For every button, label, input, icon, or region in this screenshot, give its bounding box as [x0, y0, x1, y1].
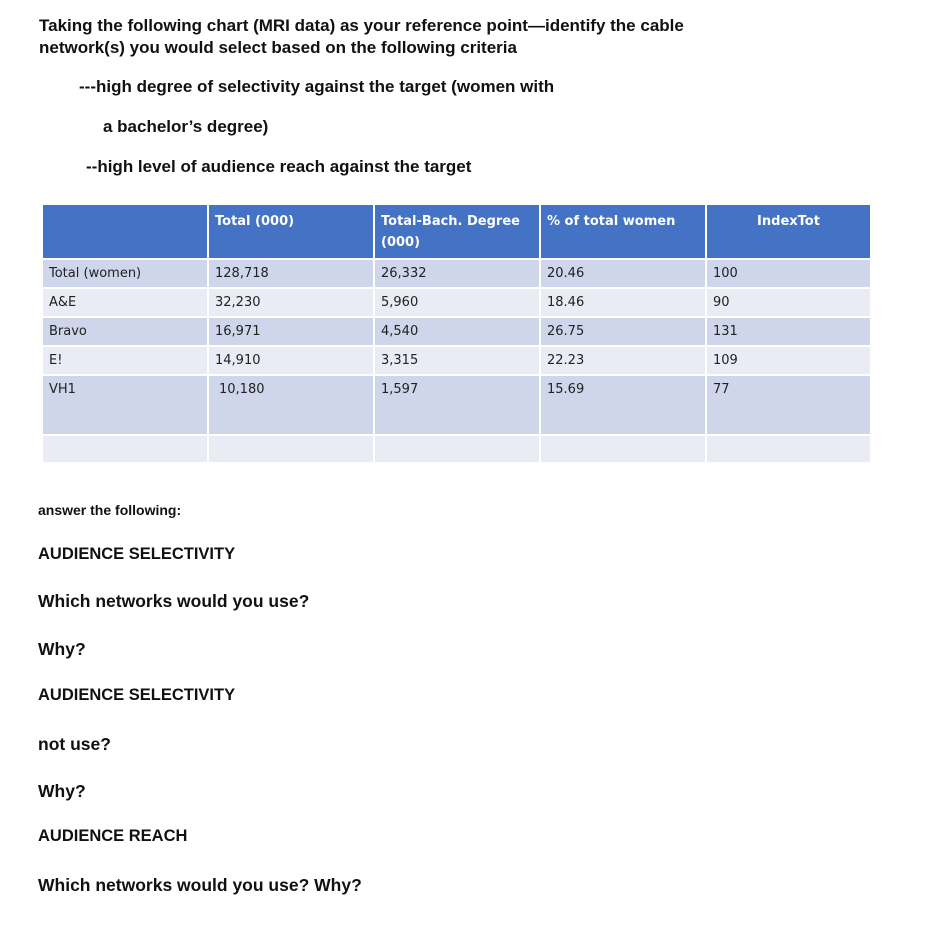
- section-selectivity-notuse-question: not use?: [38, 734, 111, 754]
- table-row: [42, 259, 871, 288]
- table-row-empty: [42, 435, 871, 463]
- section-reach-question: Which networks would you use? Why?: [38, 875, 362, 895]
- cell-bach: 4,540: [374, 317, 540, 346]
- header-bach-degree: Total-Bach. Degree (000): [374, 204, 540, 259]
- section-selectivity-notuse-why: Why?: [38, 781, 86, 801]
- cell-bach: 1,597: [374, 375, 540, 435]
- answer-intro: answer the following:: [38, 502, 182, 518]
- cell-network: Total (women): [42, 259, 208, 288]
- cell-index: 109: [706, 346, 871, 375]
- empty-cell: [208, 435, 374, 463]
- cell-network: Bravo: [42, 317, 208, 346]
- mri-data-table: [41, 203, 872, 464]
- section-reach-title: AUDIENCE REACH: [38, 827, 188, 845]
- cell-network: VH1: [42, 375, 208, 435]
- cell-pct: 18.46: [540, 288, 706, 317]
- criterion-selectivity-line-1: ---high degree of selectivity against the target (women with: [79, 77, 555, 96]
- cell-bach: 5,960: [374, 288, 540, 317]
- cell-network: A&E: [42, 288, 208, 317]
- cell-bach: 3,315: [374, 346, 540, 375]
- section-selectivity-notuse-title: AUDIENCE SELECTIVITY: [38, 686, 236, 704]
- criterion-selectivity-line-2: a bachelor’s degree): [103, 117, 269, 136]
- question-line-2: network(s) you would select based on the following criteria: [39, 38, 517, 57]
- cell-index: 77: [706, 375, 871, 435]
- cell-bach: 26,332: [374, 259, 540, 288]
- table-row: [42, 375, 871, 435]
- question-line-1: Taking the following chart (MRI data) as your reference point—identify the cable: [39, 16, 684, 35]
- cell-index: 131: [706, 317, 871, 346]
- table-row: [42, 346, 871, 375]
- empty-cell: [706, 435, 871, 463]
- cell-total: 32,230: [208, 288, 374, 317]
- cell-pct: 26.75: [540, 317, 706, 346]
- criterion-reach: --high level of audience reach against the target: [86, 157, 472, 176]
- table-header-row: [42, 204, 871, 259]
- cell-index: 100: [706, 259, 871, 288]
- table-row: [42, 288, 871, 317]
- header-pct-women: % of total women: [540, 204, 706, 259]
- cell-pct: 20.46: [540, 259, 706, 288]
- header-network: [42, 204, 208, 259]
- cell-total: 128,718: [208, 259, 374, 288]
- cell-total: 14,910: [208, 346, 374, 375]
- section-selectivity-use-why: Why?: [38, 639, 86, 659]
- cell-pct: 22.23: [540, 346, 706, 375]
- table-row: [42, 317, 871, 346]
- header-total: Total (000): [208, 204, 374, 259]
- cell-total: 10,180: [208, 375, 374, 435]
- empty-cell: [374, 435, 540, 463]
- cell-index: 90: [706, 288, 871, 317]
- empty-cell: [540, 435, 706, 463]
- cell-pct: 15.69: [540, 375, 706, 435]
- cell-network: E!: [42, 346, 208, 375]
- section-selectivity-use-question: Which networks would you use?: [38, 591, 310, 611]
- header-index: IndexTot: [706, 204, 871, 259]
- empty-cell: [42, 435, 208, 463]
- cell-total: 16,971: [208, 317, 374, 346]
- section-selectivity-use-title: AUDIENCE SELECTIVITY: [38, 545, 236, 563]
